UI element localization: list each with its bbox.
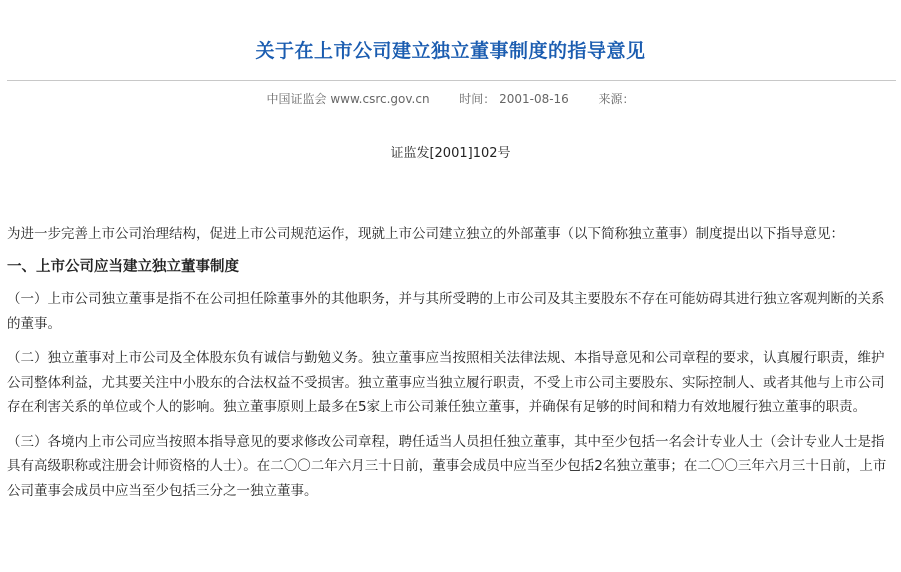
article-body xyxy=(7,222,895,513)
origin-label: 来源： xyxy=(598,92,635,106)
section-heading: 一、上市公司应当建立独立董事制度 xyxy=(7,258,239,275)
time-label: 时间： xyxy=(459,92,496,106)
article-title: 关于在上市公司建立独立董事制度的指导意见 xyxy=(255,40,646,62)
body-paragraph: （一）上市公司独立董事是指不在公司担任除董事外的其他职务，并与其所受聘的上市公司及其主要股东不存在可能妨碍其进行独立客观判断的关系的董事。 xyxy=(7,291,885,332)
time-value: 2001-08-16 xyxy=(499,92,569,106)
source-url: www.csrc.gov.cn xyxy=(330,92,430,106)
document-number: 证监发[2001]102号 xyxy=(390,146,511,161)
body-paragraph: （三）各境内上市公司应当按照本指导意见的要求修改公司章程，聘任适当人员担任独立董事，其中至少包括一名会计专业人士（会计专业人士是指具有高级职称或注册会计师资格的人士）。在二〇〇二年六月三十日前，董事会成员中应当至少包括2名独立董事；在二〇〇三年六月三十日前，上市公司董事会成员中应当至少包括三分之一独立董事。 xyxy=(7,433,887,499)
title-divider xyxy=(7,80,896,81)
body-paragraph: （二）独立董事对上市公司及全体股东负有诚信与勤勉义务。独立董事应当按照相关法律法规、本指导意见和公司章程的要求，认真履行职责，维护公司整体利益，尤其要关注中小股东的合法权益不受损害。独立董事应当独立履行职责，不受上市公司主要股东、实际控制人、或者其他与上市公司存在利害关系的单位或个人的影响。独立董事原则上最多在5家上市公司兼任独立董事，并确保有足够的时间和精力有效地履行独立董事的职责。 xyxy=(7,350,885,415)
intro-paragraph: 为进一步完善上市公司治理结构，促进上市公司规范运作，现就上市公司建立独立的外部董事（以下简称独立董事）制度提出以下指导意见： xyxy=(7,226,844,242)
article-meta xyxy=(0,90,901,107)
source-label: 中国证监会 xyxy=(266,92,327,106)
